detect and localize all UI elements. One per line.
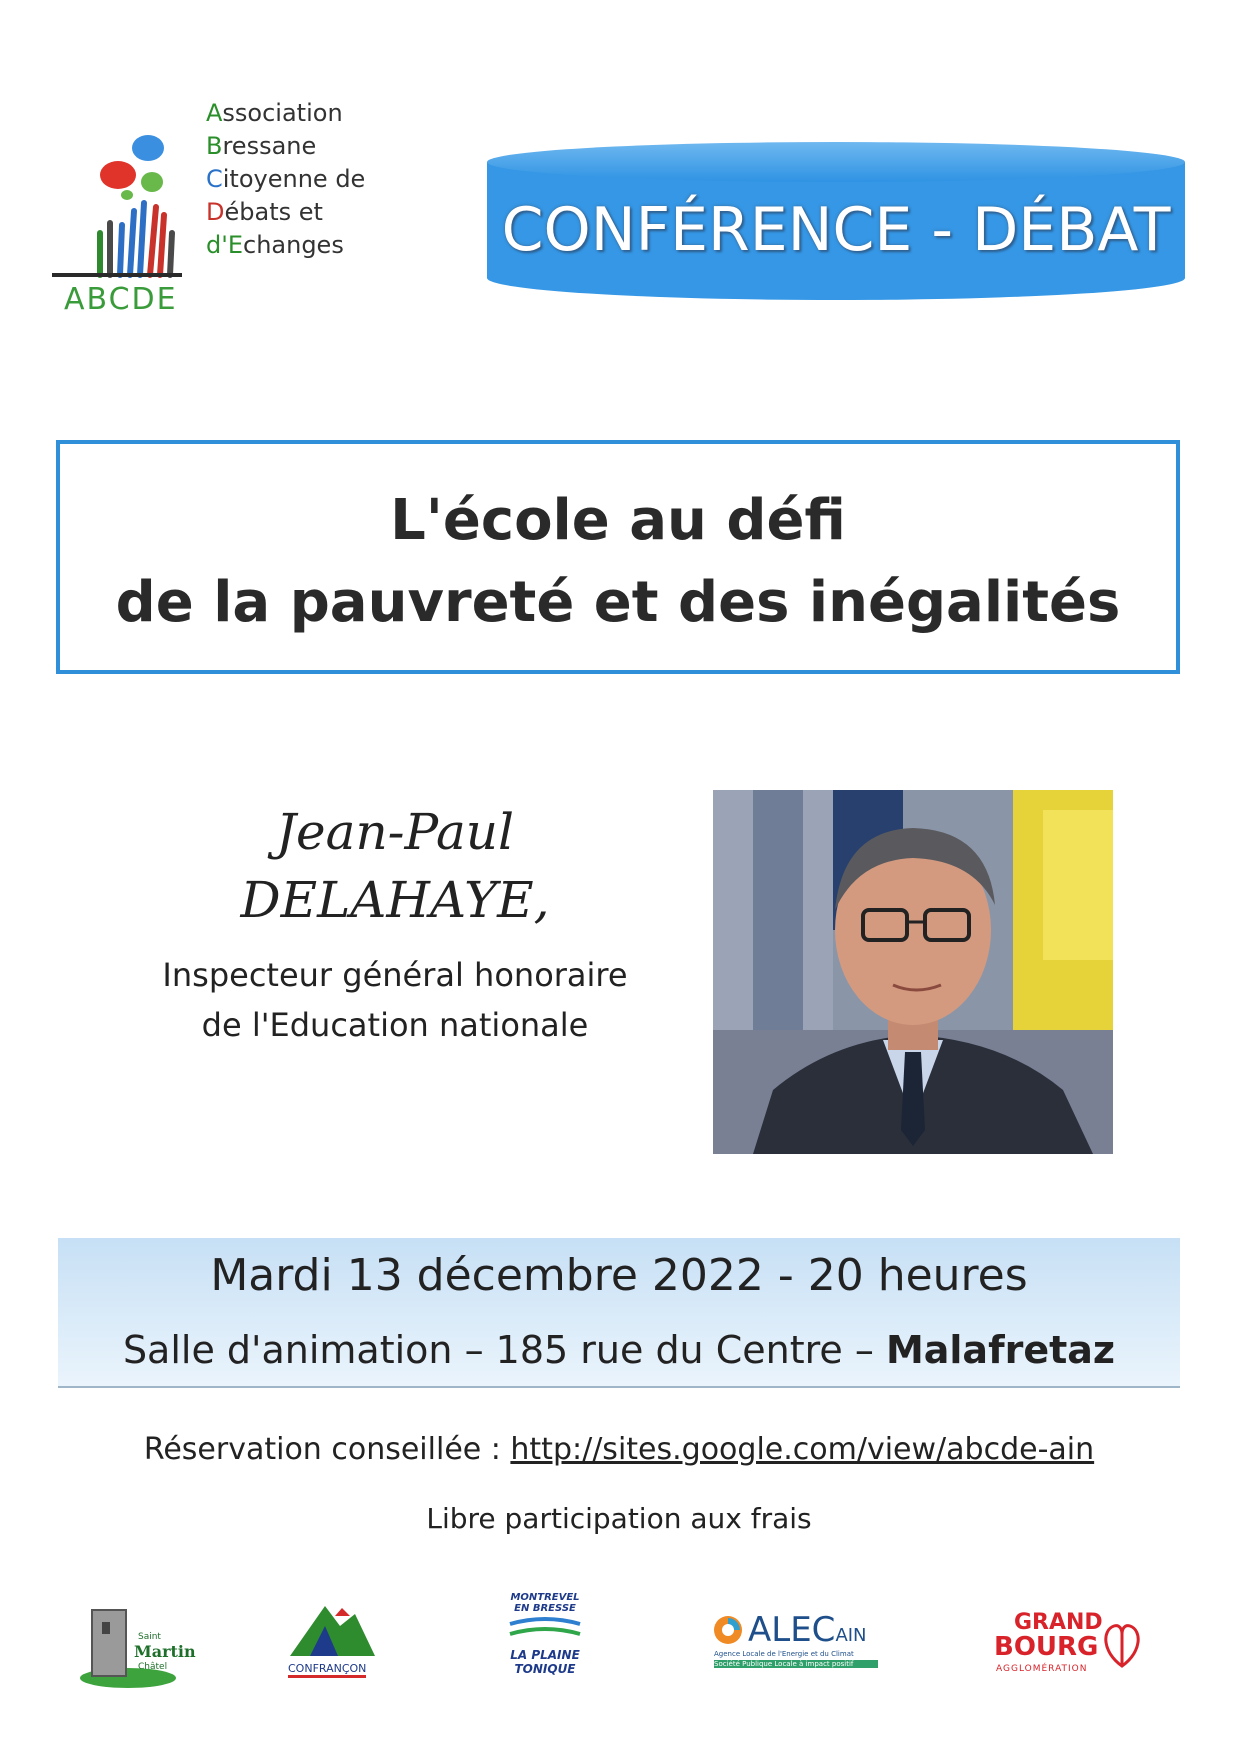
alec-subtitle-2: Société Publique Locale à impact positif <box>714 1660 878 1668</box>
waves-icon <box>505 1614 585 1644</box>
alec-suffix: AIN <box>835 1625 867 1646</box>
assoc-line-4: ébats et <box>224 198 323 226</box>
heart-outline-icon <box>1100 1618 1144 1670</box>
saint-martin-logo <box>78 1600 196 1690</box>
speaker-role-line-1: Inspecteur général honoraire <box>162 956 628 994</box>
mountain-icon <box>280 1596 380 1666</box>
fees-note: Libre participation aux frais <box>426 1502 812 1535</box>
assoc-line-3: itoyenne de <box>222 165 366 193</box>
alec-ain-logo <box>712 1612 882 1672</box>
assoc-line-5: changes <box>243 231 344 259</box>
speaker-photo <box>713 790 1113 1154</box>
conference-debat-title: CONFÉRENCE - DÉBAT <box>501 195 1171 265</box>
event-place <box>58 1328 1180 1372</box>
reservation-label: Réservation conseillée : <box>143 1432 511 1467</box>
reservation-link[interactable]: http://sites.google.com/view/abcde-ain <box>510 1432 1095 1467</box>
speaker-role-line-2: de l'Education nationale <box>201 1006 589 1044</box>
title-line-2: de la pauvreté et des inégalités <box>115 570 1121 635</box>
saint-martin-line-1: Saint <box>138 1632 161 1642</box>
alec-leaf-icon <box>712 1614 744 1646</box>
event-town: Malafretaz <box>885 1328 1116 1372</box>
speaker-first-name: Jean-Paul <box>276 803 514 861</box>
saint-martin-line-3: Châtel <box>138 1662 168 1672</box>
confrancon-name: CONFRANÇON <box>288 1662 366 1678</box>
reservation <box>58 1432 1180 1467</box>
grand-bourg-logo <box>990 1610 1170 1680</box>
saint-martin-line-2: Martin <box>134 1642 196 1661</box>
initial-c: C <box>206 165 223 193</box>
initial-e: d'E <box>206 231 243 259</box>
plaine-line-1: LA PLAINE <box>510 1648 580 1662</box>
montrevel-logo <box>500 1592 590 1692</box>
montrevel-line-2: EN BRESSE <box>514 1603 576 1614</box>
event-address: Salle d'animation – 185 rue du Centre – <box>122 1328 886 1372</box>
plaine-line-2: TONIQUE <box>514 1662 576 1676</box>
assoc-line-2: ressane <box>222 132 317 160</box>
title-line-1: L'école au défi <box>390 488 846 553</box>
speaker-role <box>120 950 670 1050</box>
initial-d: D <box>206 198 225 226</box>
title-box <box>56 440 1180 674</box>
assoc-line-1: ssociation <box>222 99 343 127</box>
speaker-name <box>160 798 630 934</box>
montrevel-line-1: MONTREVEL <box>510 1592 580 1603</box>
grand-word: GRAND <box>1014 1610 1103 1635</box>
confrancon-logo <box>280 1596 380 1688</box>
event-date: Mardi 13 décembre 2022 - 20 heures <box>210 1250 1028 1301</box>
bourg-word: BOURG <box>994 1632 1099 1662</box>
initial-b: B <box>206 132 223 160</box>
alec-subtitle-1: Agence Locale de l'Energie et du Climat <box>714 1650 854 1658</box>
agglomeration-word: AGGLOMÉRATION <box>996 1664 1088 1674</box>
speaker-last-name: DELAHAYE, <box>240 871 550 929</box>
abcde-acronym: ABCDE <box>64 282 178 317</box>
initial-a: A <box>206 99 223 127</box>
association-name <box>206 97 365 262</box>
alec-main: ALEC <box>748 1610 836 1650</box>
